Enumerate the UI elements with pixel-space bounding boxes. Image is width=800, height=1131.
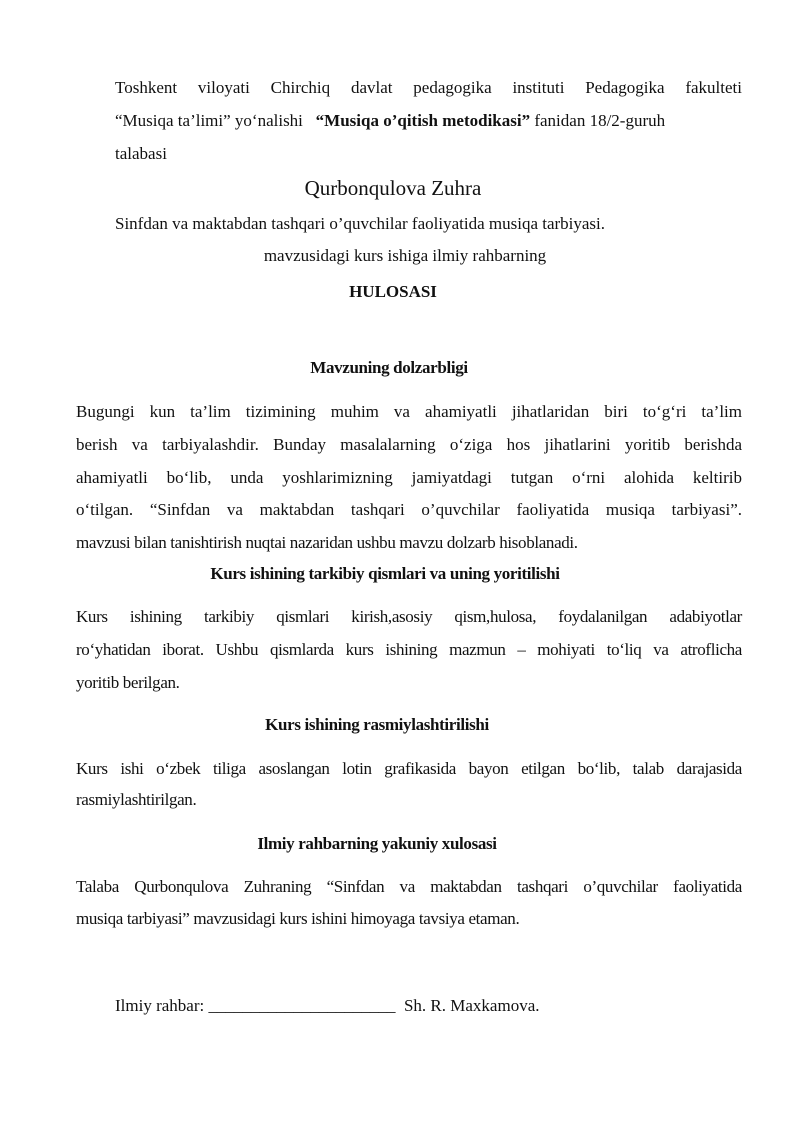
intro-group: fanidan 18/2-guruh bbox=[534, 111, 666, 130]
intro-line-3: talabasi bbox=[115, 144, 167, 163]
paragraph-line: rasmiylashtirilgan. bbox=[76, 790, 197, 809]
paragraph-line: ahamiyatli bo‘lib, unda yoshlarimizning jamiyatdagi tutgan o‘rni alohida keltirib bbox=[76, 468, 742, 487]
signature-blank: ______________________ bbox=[208, 996, 396, 1015]
paragraph-line: Talaba Qurbonqulova Zuhraning “Sinfdan va maktabdan tashqari o’quvchilar faoliyatida bbox=[76, 877, 742, 896]
section-heading-formatting: Kurs ishining rasmiylashtirilishi bbox=[265, 715, 489, 734]
intro-line-1: Toshkent viloyati Chirchiq davlat pedagogika instituti Pedagogika fakulteti bbox=[115, 78, 742, 97]
supervisor-name: Sh. R. Maxkamova. bbox=[403, 996, 540, 1015]
subtitle: mavzusidagi kurs ishiga ilmiy rahbarning bbox=[263, 246, 547, 265]
paragraph-line: yoritib berilgan. bbox=[76, 673, 180, 692]
section-heading-structure: Kurs ishining tarkibiy qismlari va uning yoritilishi bbox=[210, 564, 560, 583]
topic-line: Sinfdan va maktabdan tashqari o’quvchilar faoliyatida musiqa tarbiyasi. bbox=[115, 214, 606, 233]
section-heading-relevance: Mavzuning dolzarbligi bbox=[310, 358, 468, 377]
paragraph-line: mavzusi bilan tanishtirish nuqtai nazaridan ushbu mavzu dolzarb hisoblanadi. bbox=[76, 533, 578, 552]
paragraph-line: ro‘yhatidan iborat. Ushbu qismlarda kurs ishining mazmun – mohiyati to‘liq va atroflicha bbox=[76, 640, 742, 659]
intro-major: “Musiqa ta’limi” yo‘nalishi bbox=[115, 111, 303, 130]
page-title: HULOSASI bbox=[349, 282, 437, 301]
signature-line bbox=[115, 996, 540, 1016]
intro-line-2 bbox=[115, 111, 665, 131]
student-name: Qurbonqulova Zuhra bbox=[304, 176, 482, 200]
paragraph-line: o‘tilgan. “Sinfdan va maktabdan tashqari o’quvchilar faoliyatida musiqa tarbiyasi”. bbox=[76, 500, 742, 519]
paragraph-line: Kurs ishi o‘zbek tiliga asoslangan lotin grafikasida bayon etilgan bo‘lib, talab darajasida bbox=[76, 759, 742, 778]
paragraph-line: Kurs ishining tarkibiy qismlari kirish,asosiy qism,hulosa, foydalanilgan adabiyotlar bbox=[76, 607, 742, 626]
paragraph-line: Bugungi kun ta’lim tizimining muhim va ahamiyatli jihatlaridan biri to‘g‘ri ta’lim bbox=[76, 402, 742, 421]
paragraph-line: berish va tarbiyalashdir. Bunday masalalarning o‘ziga hos jihatlarini yoritib berishda bbox=[76, 435, 742, 454]
paragraph-line: musiqa tarbiyasi” mavzusidagi kurs ishini himoyaga tavsiya etaman. bbox=[76, 909, 520, 928]
signature-label: Ilmiy rahbar: bbox=[115, 996, 205, 1015]
section-heading-conclusion: Ilmiy rahbarning yakuniy xulosasi bbox=[257, 834, 497, 853]
intro-subject: “Musiqa o’qitish metodikasi” bbox=[315, 111, 531, 130]
